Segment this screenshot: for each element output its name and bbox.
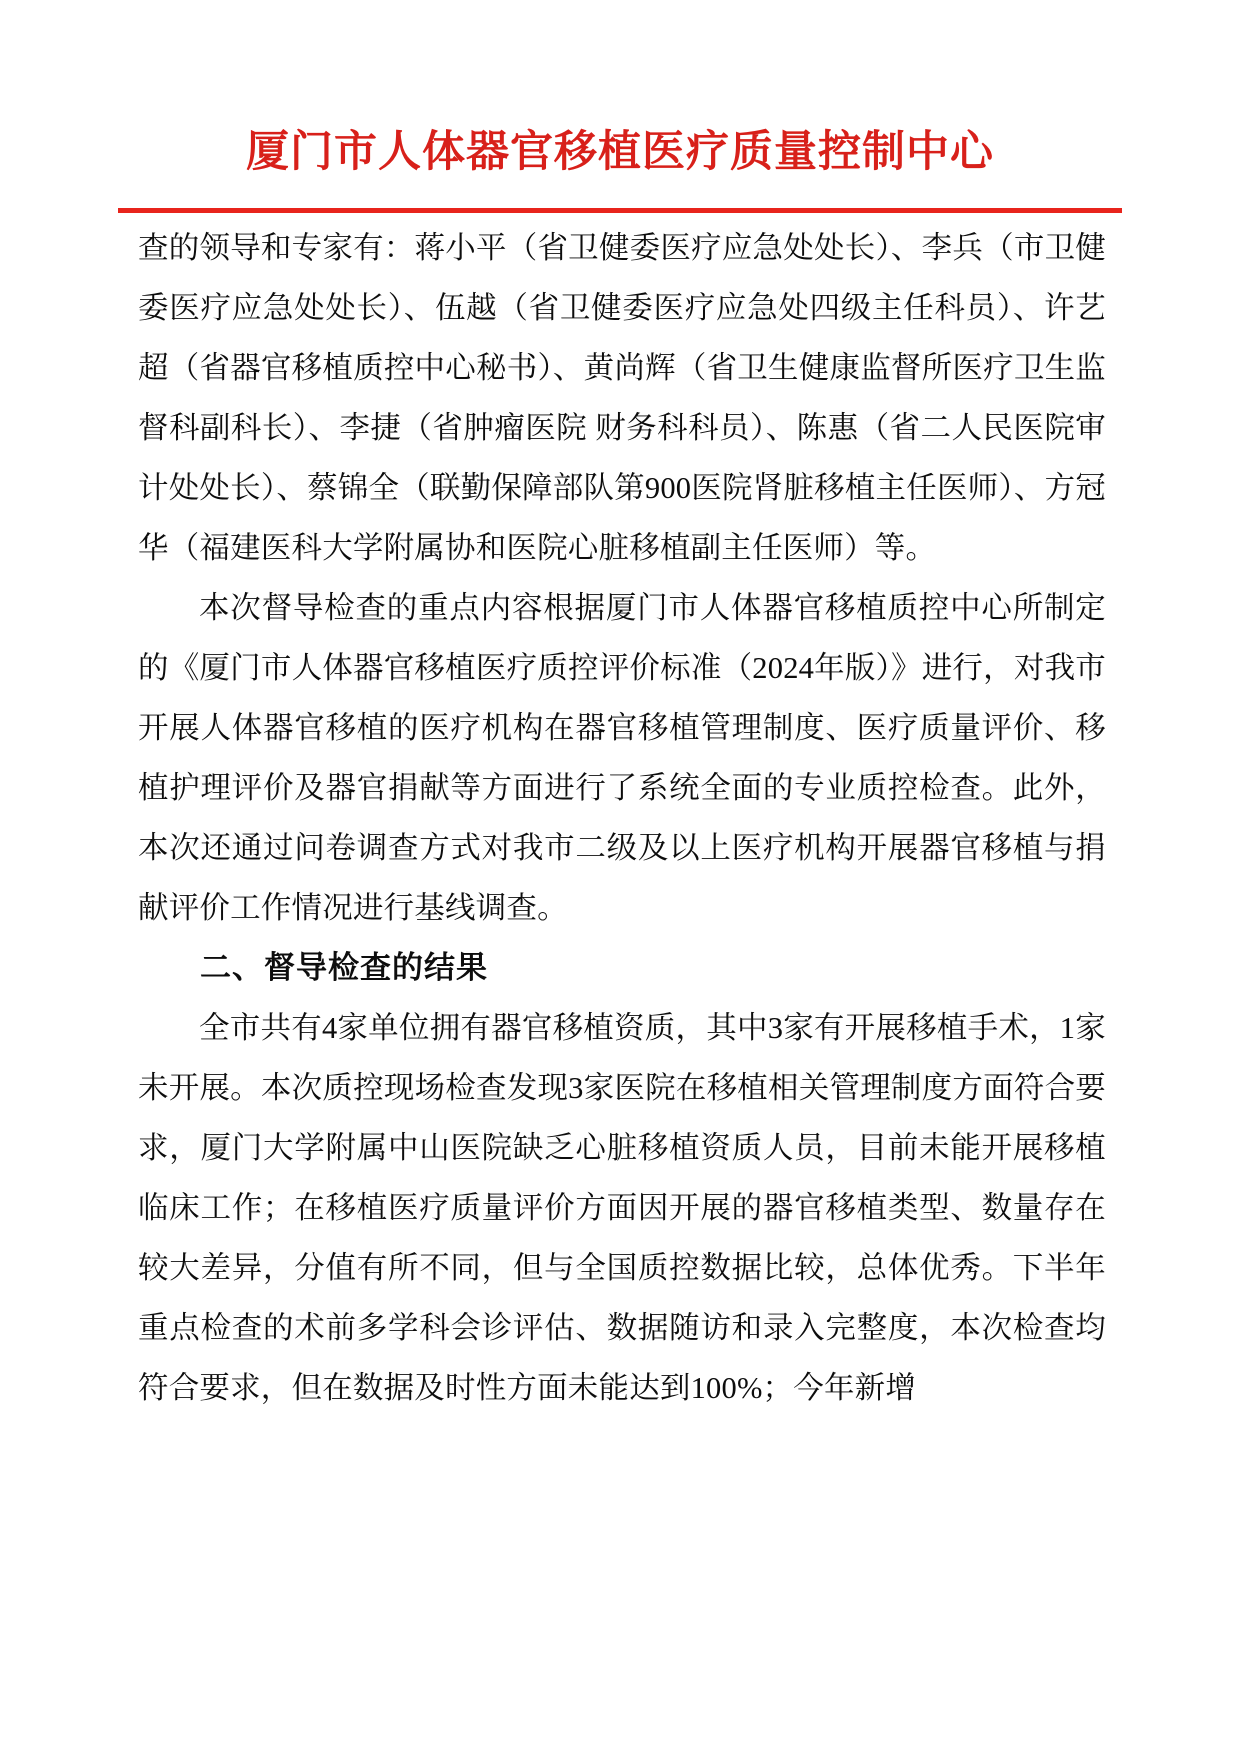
document-masthead xyxy=(0,128,1240,177)
paragraph-leaders-and-experts: 查的领导和专家有：蒋小平（省卫健委医疗应急处处长）、李兵（市卫健委医疗应急处处长）、伍越（省卫健委医疗应急处四级主任科员）、许艺超（省器官移植质控中心秘书）、黄尚辉（省卫生健康监督所医疗卫生监督科副科长）、李捷（省肿瘤医院 财务科科员）、陈惠（省二人民医院审计处处长）、蔡锦全（联勤保障部队第900医院肾脏移植主任医师）、方冠华（福建医科大学附属协和医院心脏移植副主任医师）等。 xyxy=(138,231,1106,565)
section-heading-inspection-results: 二、督导检查的结果 xyxy=(200,950,488,985)
paragraph-inspection-results: 全市共有4家单位拥有器官移植资质，其中3家有开展移植手术，1家未开展。本次质控现场检查发现3家医院在移植相关管理制度方面符合要求，厦门大学附属中山医院缺乏心脏移植资质人员，目前未能开展移植临床工作；在移植医疗质量评价方面因开展的器官移植类型、数量存在较大差异，分值有所不同，但与全国质控数据比较，总体优秀。下半年重点检查的术前多学科会诊评估、数据随访和录入完整度，本次检查均符合要求，但在数据及时性方面未能达到100%；今年新增 xyxy=(138,1011,1106,1405)
masthead-divider-rule xyxy=(118,208,1122,213)
page-title: 厦门市人体器官移植医疗质量控制中心 xyxy=(246,129,994,176)
document-body xyxy=(138,218,1106,1418)
paragraph-inspection-scope: 本次督导检查的重点内容根据厦门市人体器官移植质控中心所制定的《厦门市人体器官移植医疗质控评价标准（2024年版）》进行，对我市开展人体器官移植的医疗机构在器官移植管理制度、医疗质量评价、移植护理评价及器官捐献等方面进行了系统全面的专业质控检查。此外，本次还通过问卷调查方式对我市二级及以上医疗机构开展器官移植与捐献评价工作情况进行基线调查。 xyxy=(138,591,1106,925)
